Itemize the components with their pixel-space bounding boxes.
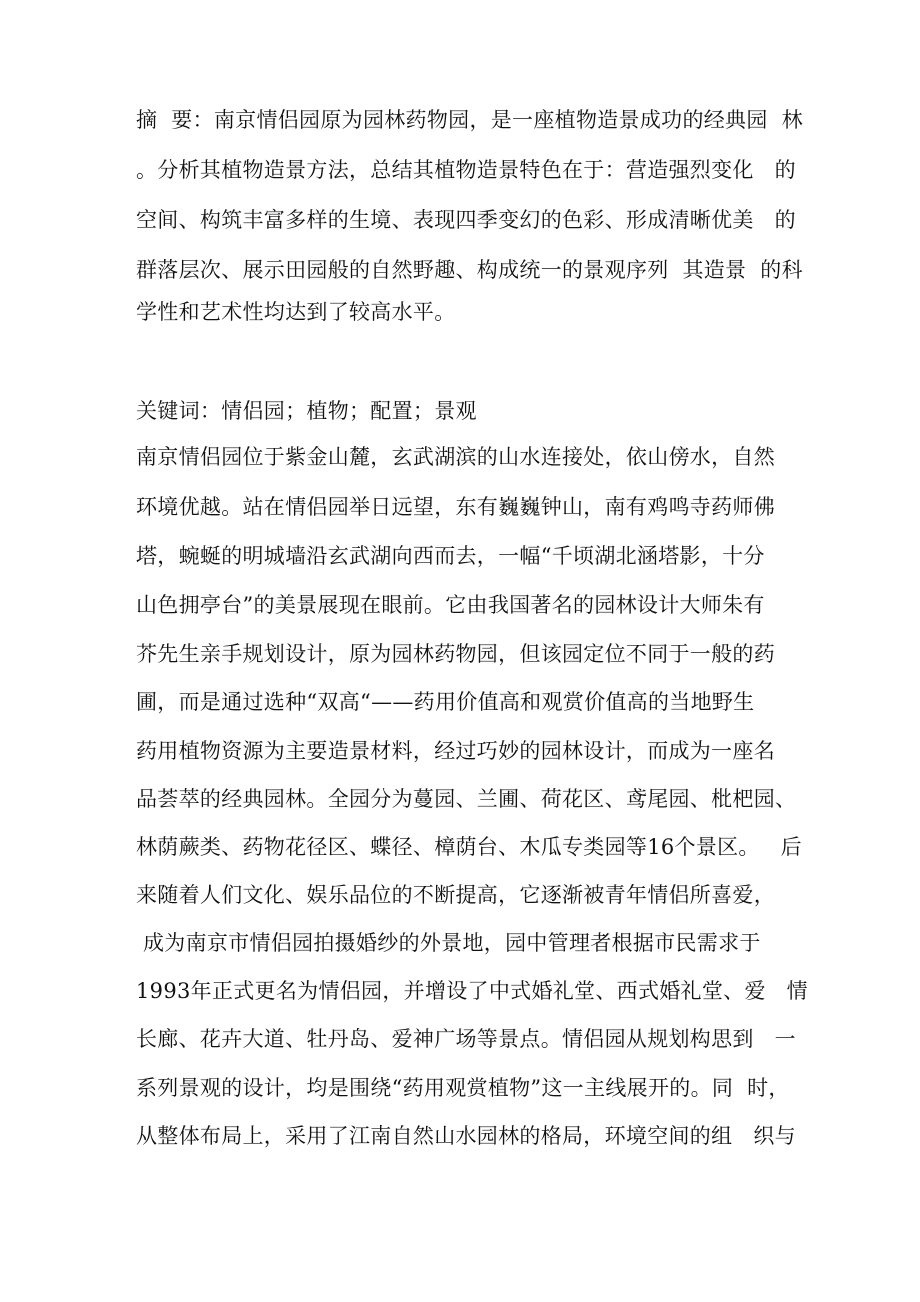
abstract-line: 学性和艺术性均达到了较高水平。	[136, 300, 456, 324]
keywords-line: 关键词：情侣园；植物；配置；景观	[136, 399, 477, 423]
body-line: 品荟萃的经典园林。全园分为蔓园、兰圃、荷花区、鸢尾园、枇杷园、	[136, 787, 797, 811]
body-line: 山色拥亭台”的美景展现在眼前。它由我国著名的园林设计大师朱有	[136, 593, 765, 617]
body-line: 从整体布局上，采用了江南自然山水园林的格局，环境空间的组 织与	[136, 1124, 796, 1148]
body-line: 1993年正式更名为情侣园，并增设了中式婚礼堂、西式婚礼堂、爱 情	[136, 979, 808, 1003]
abstract-line: 群落层次、展示田园般的自然野趣、构成统一的景观序列 其造景 的科	[136, 258, 803, 282]
body-line: 长廊、花卉大道、牡丹岛、爱神广场等景点。情侣园从规划构思到 一	[136, 1027, 796, 1051]
body-line: 来随着人们文化、娱乐品位的不断提高，它逐渐被青年情侣所喜爱，	[136, 883, 775, 907]
body-line: 环境优越。站在情侣园举日远望，东有巍巍钟山，南有鸡鸣寺药师佛	[136, 495, 775, 519]
body-line: 药用植物资源为主要造景材料，经过巧妙的园林设计，而成为一座名	[136, 739, 775, 763]
body-line: 林荫蕨类、药物花径区、蝶径、樟荫台、木瓜专类园等16个景区。 后	[136, 835, 802, 859]
abstract-line: 空间、构筑丰富多样的生境、表现四季变幻的色彩、形成清晰优美 的	[136, 208, 796, 232]
body-line: 圃，而是通过选种“双高“——药用价值高和观赏价值高的当地野生	[136, 690, 755, 714]
abstract-line: 。分析其植物造景方法，总结其植物造景特色在于：营造强烈变化 的	[136, 158, 796, 182]
body-line: 南京情侣园位于紫金山麓，玄武湖滨的山水连接处，依山傍水，自然	[136, 445, 775, 469]
abstract-line: 摘 要：南京情侣园原为园林药物园，是一座植物造景成功的经典园 林	[136, 108, 803, 132]
body-line: 系列景观的设计，均是围绕“药用观赏植物”这一主线展开的。同 时，	[136, 1076, 790, 1100]
body-line: 塔，蜿蜒的明城墙沿玄武湖向西而去，一幅“千顷湖北涵塔影，十分	[136, 544, 765, 568]
body-line: 芥先生亲手规划设计，原为园林药物园，但该园定位不同于一般的药	[136, 642, 775, 666]
body-line: 成为南京市情侣园拍摄婚纱的外景地，园中管理者根据市民需求于	[136, 931, 761, 955]
